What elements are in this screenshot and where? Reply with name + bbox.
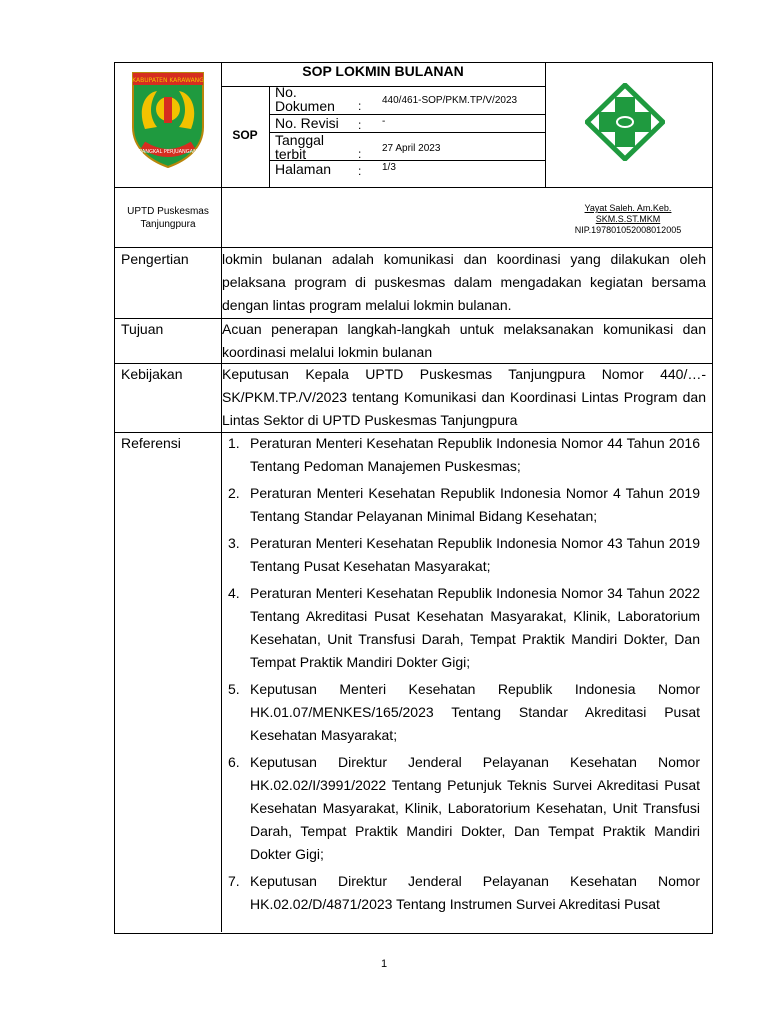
label-kebijakan: Kebijakan [121,366,183,382]
sop-body-table [114,248,713,934]
sop-header-table [114,62,713,248]
colon: : [358,118,362,132]
colon: : [358,164,362,178]
signatory-name: Yayat Saleh. Am.Keb. [584,203,672,213]
divider [545,63,546,187]
document-title: SOP LOKMIN BULANAN [302,63,464,79]
field-value-halaman: 1/3 [382,162,396,173]
field-value-no-dokumen: 440/461-SOP/PKM.TP/V/2023 [382,95,518,106]
page-number: 1 [380,958,388,970]
field-label-no-dokumen: No. Dokumen [275,84,335,114]
field-value-no-revisi: - [382,116,386,127]
divider [115,187,712,188]
list-item: 7. Keputusan Direktur Jenderal Pelayanan Kesehatan Nomor HK.02.02/D/4871/2023 Tentang Instrumen Survei Akreditasi Pusat [228,873,700,912]
signatory-title: SKM.S.ST.MKM [595,214,661,224]
sop-label: SOP [232,128,258,142]
colon: : [358,99,362,113]
text-tujuan: Acuan penerapan langkah-langkah untuk melaksanakan komunikasi dan koordinasi melalui lokmin bulanan [222,321,706,360]
label-tujuan: Tujuan [121,321,164,337]
unit-name: UPTD Puskesmas Tanjungpura [127,206,209,230]
reference-list [222,432,700,920]
text-kebijakan: Keputusan Kepala UPTD Puskesmas Tanjungpura Nomor 440/…-SK/PKM.TP./V/2023 tentang Komunikasi dan Koordinasi Lintas Program dan Lintas Sektor di UPTD Puskesmas Tanjungpura [222,366,706,428]
divider [221,63,222,247]
karawang-logo [127,69,209,169]
signatory-nip: NIP.197801052008012005 [574,225,682,235]
divider [269,86,270,187]
colon: : [358,147,362,161]
list-item: 3. Peraturan Menteri Kesehatan Republik Indonesia Nomor 43 Tahun 2019 Tentang Pusat Kesehatan Masyarakat; [228,535,700,574]
text-pengertian: lokmin bulanan adalah komunikasi dan koordinasi yang dilakukan oleh pelaksana program di puskesmas dalam mengadakan kegiatan bersama dengan lintas program melalui lokmin bulanan. [222,251,706,313]
label-pengertian: Pengertian [121,251,189,267]
field-label-no-revisi: No. Revisi [275,115,339,131]
logo-top-text: KABUPATEN KARAWANG [132,77,204,84]
logo-bottom-text: PANGKAL PERJUANGAN [139,149,197,155]
list-item: 1. Peraturan Menteri Kesehatan Republik Indonesia Nomor 44 Tahun 2016 Tentang Pedoman Manajemen Puskesmas; [228,435,700,474]
list-item: 6. Keputusan Direktur Jenderal Pelayanan Kesehatan Nomor HK.02.02/I/3991/2022 Tentang Petunjuk Teknis Survei Akreditasi Pusat Kesehatan Masyarakat, Klinik, Laboratorium Kesehatan, Unit Transfusi Darah, Tempat Praktik Mandiri Dokter, Dan Tempat Praktik Mandiri Dokter Gigi; [228,754,700,862]
field-value-tanggal-terbit: 27 April 2023 [382,143,441,154]
puskesmas-logo [585,83,665,161]
signatory [545,203,711,236]
label-referensi: Referensi [121,435,181,451]
list-item: 2. Peraturan Menteri Kesehatan Republik Indonesia Nomor 4 Tahun 2019 Tentang Standar Pelayanan Minimal Bidang Kesehatan; [228,485,700,524]
list-item: 5. Keputusan Menteri Kesehatan Republik Indonesia Nomor HK.01.07/MENKES/165/2023 Tentang Standar Akreditasi Pusat Kesehatan Masyarakat; [228,681,700,743]
field-label-halaman: Halaman [275,161,332,177]
list-item: 4. Peraturan Menteri Kesehatan Republik Indonesia Nomor 34 Tahun 2022 Tentang Akreditasi Pusat Kesehatan Masyarakat, Klinik, Laboratorium Kesehatan, Unit Transfusi Darah, Tempat Praktik Mandiri Dokter, Dan Tempat Praktik Mandiri Dokter Gigi; [228,585,700,670]
field-label-tanggal-terbit: Tanggal terbit [275,132,325,162]
